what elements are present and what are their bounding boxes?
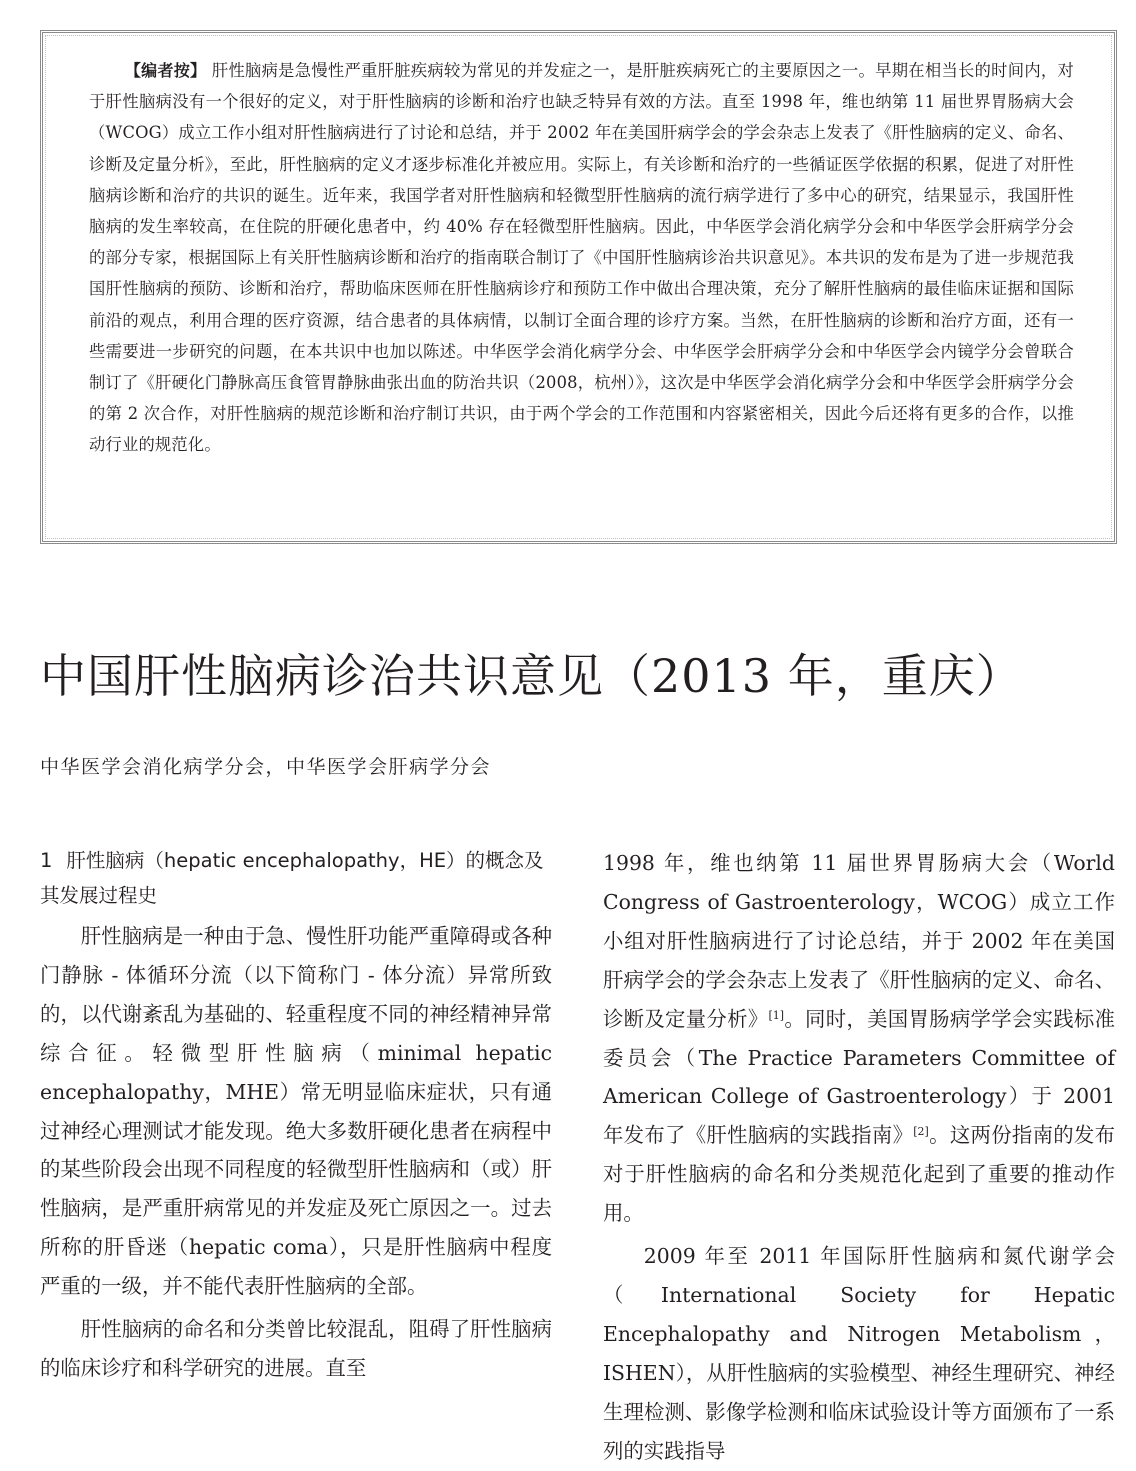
right-column — [603, 844, 1115, 1471]
article-authors: 中华医学会消化病学分会，中华医学会肝病学分会 — [40, 756, 492, 778]
section-title: 肝性脑病（hepatic encephalopathy，HE）的概念及其发展过程史 — [40, 849, 544, 907]
editor-note-box — [40, 30, 1117, 544]
reference-mark[interactable]: [2] — [913, 1125, 929, 1139]
paragraph-text: 。这两份指南的发布对于肝性脑病的命名和分类规范化起到了重要的推动作用。 — [603, 1123, 1116, 1226]
editor-note-tag: 【编者按】 — [124, 61, 207, 80]
paragraph — [603, 844, 1115, 1233]
editor-note-text — [89, 55, 1074, 461]
paragraph: 肝性脑病的命名和分类曾比较混乱，阻碍了肝性脑病的临床诊疗和科学研究的进展。直至 — [40, 1317, 552, 1380]
paragraph: 2009 年至 2011 年国际肝性脑病和氮代谢学会（International Society for Hepatic Encephalopathy and Nitrogen Metabolism，ISHEN），从肝性脑病的实验模型、神经生理研究、神经生理检测、影像学检测和临床试验设计等方面颁布了一系列的实践指导 — [603, 1244, 1115, 1463]
article-title: 中国肝性脑病诊治共识意见（2013 年，重庆） — [40, 649, 1023, 703]
editor-note-body: 肝性脑病是急慢性严重肝脏疾病较为常见的并发症之一，是肝脏疾病死亡的主要原因之一。早期在相当长的时间内，对于肝性脑病没有一个很好的定义，对于肝性脑病的诊断和治疗也缺乏特异有效的方法。直至 1998 年，维也纳第 11 届世界胃肠病大会（WCOG）成立工作小组对肝性脑病进行了讨论和总结，并于 2002 年在美国肝病学会的学会杂志上发表了《肝性脑病的定义、命名、诊断及定量分析》，至此，肝性脑病的定义才逐步标准化并被应用。实际上，有关诊断和治疗的一些循证医学依据的积累，促进了对肝性脑病诊断和治疗的共识的诞生。近年来，我国学者对肝性脑病和轻微型肝性脑病的流行病学进行了多中心的研究，结果显示，我国肝性脑病的发生率较高，在住院的肝硬化患者中，约 40% 存在轻微型肝性脑病。因此，中华医学会消化病学分会和中华医学会肝病学分会的部分专家，根据国际上有关肝性脑病诊断和治疗的指南联合制订了《中国肝性脑病诊治共识意见》。本共识的发布是为了进一步规范我国肝性脑病的预防、诊断和治疗，帮助临床医师在肝性脑病诊疗和预防工作中做出合理决策，充分了解肝性脑病的最佳临床证据和国际前沿的观点，利用合理的医疗资源，结合患者的具体病情，以制订全面合理的诊疗方案。当然，在肝性脑病的诊断和治疗方面，还有一些需要进一步研究的问题，在本共识中也加以陈述。中华医学会消化病学分会、中华医学会肝病学分会和中华医学会内镜学分会曾联合制订了《肝硬化门静脉高压食管胃静脉曲张出血的防治共识（2008，杭州）》，这次是中华医学会消化病学分会和中华医学会肝病学分会的第 2 次合作，对肝性脑病的规范诊断和治疗制订共识，由于两个学会的工作范围和内容紧密相关，因此今后还将有更多的合作，以推动行业的规范化。 — [89, 61, 1074, 455]
section-number: 1 — [40, 849, 53, 872]
reference-mark[interactable]: [1] — [768, 1008, 785, 1022]
paragraph-text: 。同时，美国胃肠病学学会实践标准委员会（The Practice Parameters Committee of American College of Gastroenterology）于 2001 年发布了《肝性脑病的实践指南》 — [603, 1006, 1115, 1148]
paragraph: 肝性脑病是一种由于急、慢性肝功能严重障碍或各种门静脉 - 体循环分流（以下简称门 - 体分流）异常所致的，以代谢紊乱为基础的、轻重程度不同的神经精神异常综合征。轻微型肝性脑病（minimal hepatic encephalopathy，MHE）常无明显临床症状，只有通过神经心理测试才能发现。绝大多数肝硬化患者在病程中的某些阶段会出现不同程度的轻微型肝性脑病和（或）肝性脑病，是严重肝病常见的并发症及死亡原因之一。过去所称的肝昏迷（hepatic coma），只是肝性脑病中程度严重的一级，并不能代表肝性脑病的全部。 — [40, 924, 552, 1299]
left-column — [40, 844, 552, 1388]
paragraph-text: 1998 年，维也纳第 11 届世界胃肠病大会（World Congress of Gastroenterology，WCOG）成立工作小组对肝性脑病进行了讨论总结，并于 2002 年在美国肝病学会的学会杂志上发表了《肝性脑病的定义、命名、诊断及定量分析》 — [603, 851, 1115, 1031]
section-heading — [40, 844, 552, 913]
